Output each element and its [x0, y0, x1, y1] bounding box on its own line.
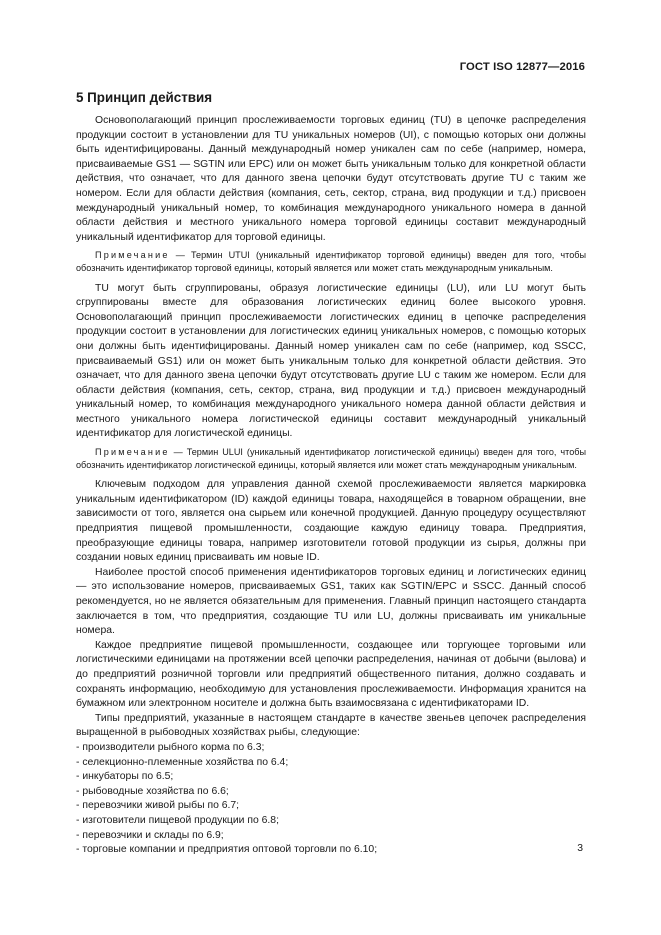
standard-header: ГОСТ ISO 12877—2016	[459, 61, 585, 73]
list-item: - изготовители пищевой продукции по 6.8;	[76, 814, 586, 829]
list-item: - инкубаторы по 6.5;	[76, 770, 586, 785]
note-text: — Термин ULUI (уникальный идентификатор логистической единицы) введен для того, чтобы обозначить идентификатор логистической единицы, который является или может стать международным уникальным.	[76, 447, 586, 470]
paragraph-enterprise-info: Каждое предприятие пищевой промышленности, создающее или торгующее торговыми или логистическими единицами на протяжении всей цепочки распределения, начиная от добычи (вылова) и до предприятий розничной торговли или предприятий общественного питания, должно создавать и сохранять информацию, необходимую для установления прослеживаемости. Информация хранится на бумажном или электронном носителе и должна быть взаимосвязана с идентификаторами ID.	[76, 639, 586, 710]
note-ului	[76, 446, 586, 471]
paragraph-lu-principle: TU могут быть сгруппированы, образуя логистические единицы (LU), или LU могут быть сгруппированы вместе для образования логистических единиц более высокого уровня. Основополагающий принцип прослеживаемости логистических единиц в цепочке распределения продукции состоит в установлении для логистических единиц уникальных номеров, с помощью которых они должны быть идентифицированы. Данный номер уникален сам по себе (например, код SSCC, присваиваемый GS1) или он может быть уникальным только для конкретной области действия. Это означает, что для данного звена цепочки будут отсутствовать другие LU с таким же номером. Если для области действия (компания, сеть, сектор, страна, вид продукции и т.д.) присвоен международный уникальный номер, то комбинация международного уникального номера данной области действия и местного уникального номера логистической единицы составит международный уникальный идентификатор для логистической единицы.	[76, 282, 586, 440]
paragraph-gs1-method: Наиболее простой способ применения идентификаторов торговых единиц и логистических единиц — это использование номеров, присваиваемых GS1, таких как SGTIN/EPC и SSCC. Данный способ рекомендуется, но не является обязательным для применения. Главный принцип настоящего стандарта заключается в том, что предприятия, создающие TU или LU, должны присваивать им уникальные номера.	[76, 566, 586, 637]
paragraph-tu-principle: Основополагающий принцип прослеживаемости торговых единиц (TU) в цепочке распределения продукции состоит в установлении для TU уникальных номеров (UI), с помощью которых они должны быть идентифицированы. Данный международный номер уникален сам по себе (например, номера, присваиваемые GS1 — SGTIN или EPC) или он может быть уникальным только для конкретной области действия, что означает, что для данного звена цепочки будут отсутствовать другие TU с таким же номером. Если для области действия (компания, сеть, сектор, страна, вид продукции и т.д.) присвоен международный уникальный номер, то комбинация международного уникального номера в данной области действия и местного уникального номера торговой единицы составит международный уникальный идентификатор для торговой единицы.	[76, 115, 586, 243]
list-item: - перевозчики живой рыбы по 6.7;	[76, 799, 586, 814]
section-title: 5 Принцип действия	[76, 90, 213, 105]
note-label: Примечание	[95, 447, 170, 458]
list-item: - торговые компании и предприятия оптовой торговли по 6.10;	[76, 843, 586, 858]
list-item: - перевозчики и склады по 6.9;	[76, 829, 586, 844]
note-text: — Термин UTUI (уникальный идентификатор торговой единицы) введен для того, чтобы обозначить идентификатор торговой единицы, который является или может стать международным уникальным.	[76, 250, 586, 273]
note-utui	[76, 249, 586, 274]
paragraph-enterprise-types-intro: Типы предприятий, указанные в настоящем стандарте в качестве звеньев цепочек распределения выращенной в рыбоводных хозяйствах рыбы, следующие:	[76, 712, 586, 739]
enterprise-types-list	[76, 741, 586, 858]
note-label: Примечание	[95, 250, 170, 261]
list-item: - селекционно-племенные хозяйства по 6.4;	[76, 756, 586, 771]
list-item: - рыбоводные хозяйства по 6.6;	[76, 785, 586, 800]
page-content	[76, 90, 586, 858]
paragraph-key-approach: Ключевым подходом для управления данной схемой прослеживаемости является маркировка уникальным идентификатором (ID) каждой единицы товара, находящейся в товарном обращении, вне зависимости от того, является она сырьем или конечной продукцией. Данную процедуру осуществляют предприятия пищевой промышленности, создающие каждую единицу товара. Предприятия, преобразующие единицы товара, например изготовители готовой продукции из сырья, должны при создании новых единиц присваивать им новые ID.	[76, 479, 586, 564]
page-number: 3	[577, 843, 583, 854]
list-item: - производители рыбного корма по 6.3;	[76, 741, 586, 756]
